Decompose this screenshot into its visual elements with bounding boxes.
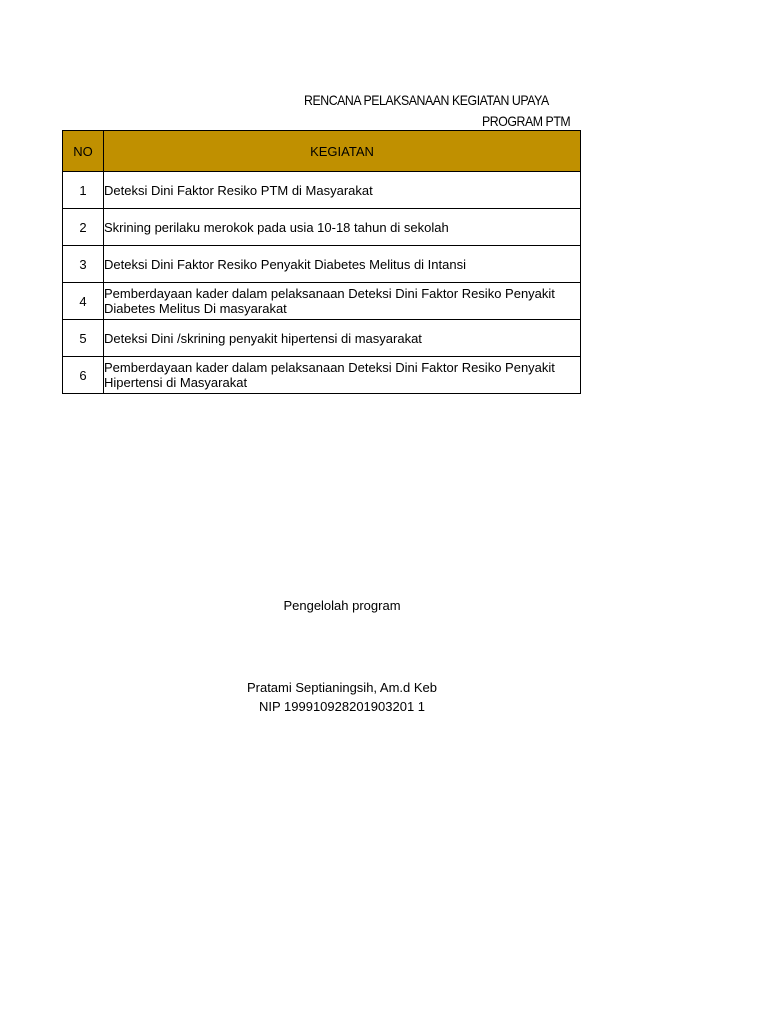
row-activity: Deteksi Dini Faktor Resiko PTM di Masyarakat [104,172,581,209]
row-activity: Deteksi Dini /skrining penyakit hipertensi di masyarakat [104,320,581,357]
row-number: 3 [63,246,104,283]
document-subtitle: PROGRAM PTM [481,113,570,129]
signature-role: Pengelolah program [283,598,401,613]
table-row [63,320,581,357]
table-row [63,357,581,394]
column-header-kegiatan: KEGIATAN [104,131,581,172]
table-row [63,172,581,209]
document-title: RENCANA PELAKSANAAN KEGIATAN UPAYA [303,92,549,108]
table-header-row [63,131,581,172]
title-line-1-clip [0,90,580,112]
row-activity: Deteksi Dini Faktor Resiko Penyakit Diabetes Melitus di Intansi [104,246,581,283]
row-activity: Skrining perilaku merokok pada usia 10-18 tahun di sekolah [104,209,581,246]
column-header-no: NO [63,131,104,172]
table-row [63,209,581,246]
row-number: 1 [63,172,104,209]
signature-name: Pratami Septianingsih, Am.d Keb [246,680,438,695]
table-row [63,283,581,320]
table-row [63,246,581,283]
row-number: 4 [63,283,104,320]
row-number: 6 [63,357,104,394]
activity-table [62,130,581,394]
row-activity: Pemberdayaan kader dalam pelaksanaan Deteksi Dini Faktor Resiko Penyakit Hipertensi di Masyarakat [104,357,581,394]
row-number: 5 [63,320,104,357]
row-activity: Pemberdayaan kader dalam pelaksanaan Deteksi Dini Faktor Resiko Penyakit Diabetes Melitus Di masyarakat [104,283,581,320]
signature-nip: NIP 199910928201903201 1 [258,699,426,714]
row-number: 2 [63,209,104,246]
